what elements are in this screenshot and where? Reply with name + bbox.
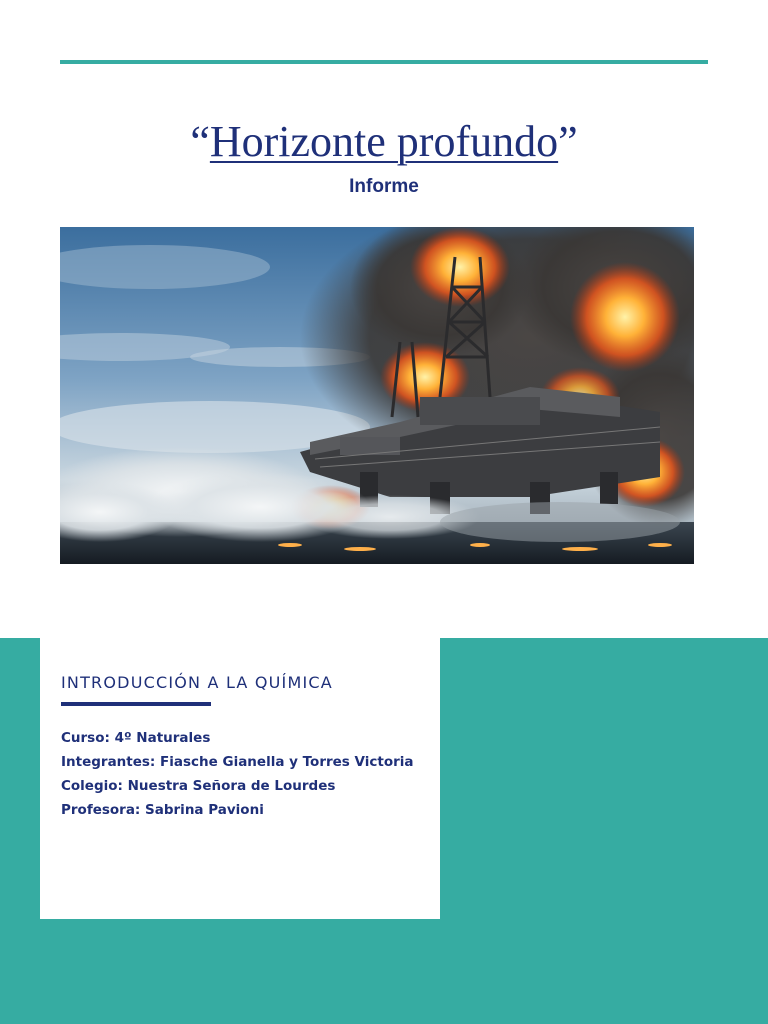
document-subtitle: Informe	[349, 176, 419, 197]
detail-course: Curso: 4º Naturales	[61, 730, 211, 746]
title-open-quote: “	[190, 117, 210, 166]
cover-image	[60, 227, 694, 564]
course-info-card	[40, 638, 440, 919]
title-close-quote: ”	[558, 117, 578, 166]
detail-school: Colegio: Nuestra Señora de Lourdes	[61, 778, 336, 794]
title-text: Horizonte profundo	[209, 117, 559, 166]
course-details-list	[61, 726, 414, 822]
course-heading: INTRODUCCIÓN A LA QUÍMICA	[61, 673, 333, 692]
detail-members: Integrantes: Fiasche Gianella y Torres Victoria	[61, 754, 414, 770]
detail-teacher: Profesora: Sabrina Pavioni	[61, 802, 264, 818]
document-title	[0, 114, 768, 170]
heading-underline-rule	[61, 702, 211, 706]
burning-oil-rig-illustration	[60, 227, 694, 564]
top-accent-rule	[60, 60, 708, 64]
